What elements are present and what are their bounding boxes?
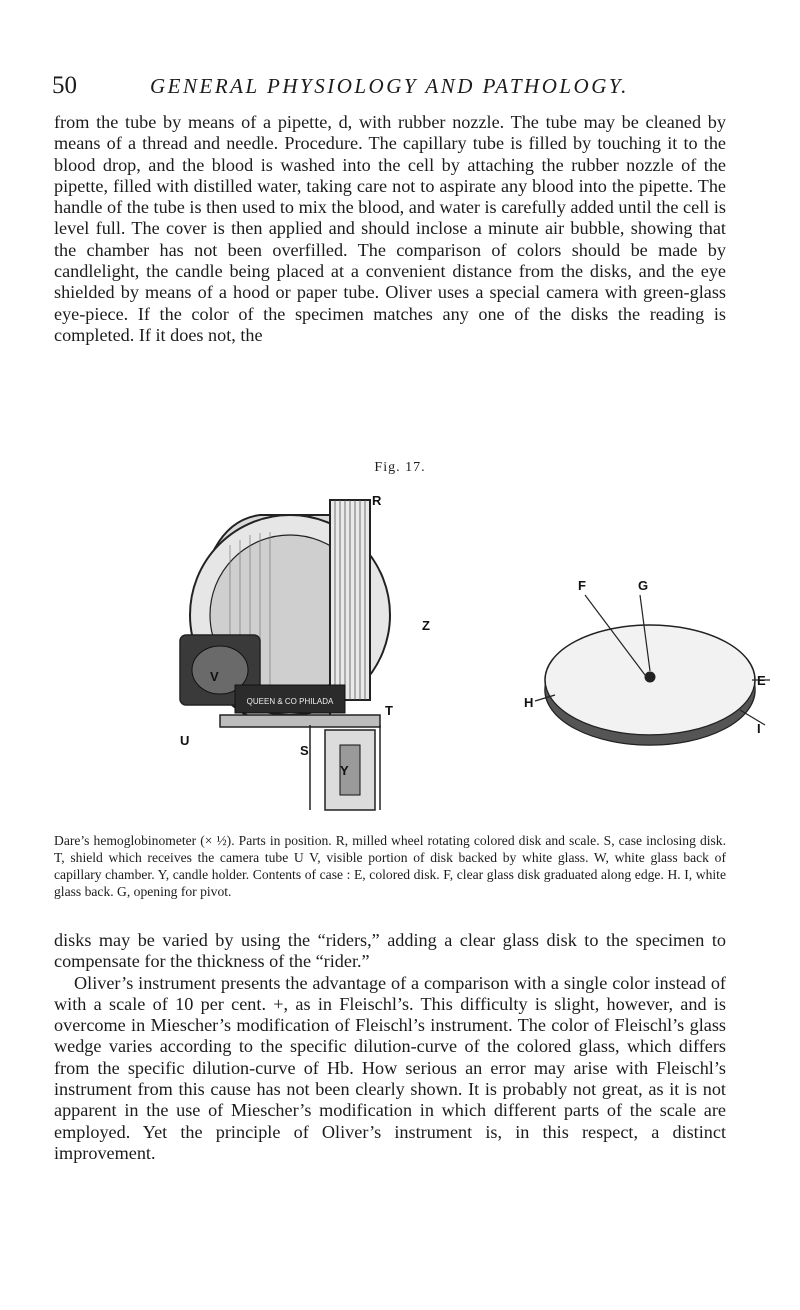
label-y: Y	[340, 763, 349, 778]
figure-hemoglobinometer	[140, 485, 770, 815]
makers-plate-text: QUEEN & CO PHILADA	[246, 697, 334, 706]
caption-intro: Dare’s hemoglobinometer (× ½).	[54, 833, 235, 848]
label-u: U	[180, 733, 190, 748]
label-g: G	[638, 578, 649, 593]
label-r: R	[372, 493, 382, 508]
body-text-top	[54, 112, 726, 346]
page-header	[52, 72, 752, 106]
instrument-case	[180, 500, 390, 810]
running-head: GENERAL PHYSIOLOGY AND PATHOLOGY.	[150, 74, 629, 98]
label-e: E	[757, 673, 766, 688]
label-s: S	[300, 743, 309, 758]
label-i: I	[757, 721, 761, 736]
hemoglobinometer-illustration	[140, 485, 770, 815]
body-text-bottom	[54, 930, 726, 1164]
figure-label: Fig. 17.	[374, 460, 426, 475]
paragraph: from the tube by means of a pipette, d, with rubber nozzle. The tube may be cleaned by means of a thread and needle. Procedure. The capillary tube is filled by touching it to the blood drop, and the blood is washed into the cell by attaching the rubber nozzle of the pipette, filled with distilled water, taking care not to aspirate any blood into the pipette. The handle of the tube is then used to mix the blood, and water is carefully added until the cell is level full. The cover is then applied and should inclose a minute air bubble, showing that the chamber has not been overfilled. The comparison of colors should be made by candlelight, the candle being placed at a convenient distance from the disks, and the eye shielded by means of a hood or paper tube. Oliver uses a special camera with green-glass eye-piece. If the color of the specimen matches any one of the disks the reading is completed. If it does not, the	[54, 112, 726, 345]
page-number: 50	[52, 72, 77, 99]
label-v: V	[210, 669, 219, 684]
label-t: T	[385, 703, 393, 718]
label-z: Z	[422, 618, 430, 633]
label-h: H	[524, 695, 534, 710]
paragraph: Oliver’s instrument presents the advantage of a comparison with a single color instead of with a scale of 10 per cent. +, as in Fleischl’s. This difficulty is slight, however, and is overcome in Miescher’s modification of Fleischl’s instrument. The color of Fleischl’s glass wedge varies according to the specific dilution-curve of the colored glass, which differs from the specific dilution-curve of Hb. How serious an error may arise with Fleischl’s instrument from this cause has not been clearly shown. It is probably not great, as it is not apparent in the use of Miescher’s modification in which different parts of the scale are employed. Yet the principle of Oliver’s instrument is, in this respect, a distinct improvement.	[54, 972, 726, 1163]
disk-contents	[535, 595, 770, 745]
label-f: F	[578, 578, 586, 593]
caption-body: Parts in position. R, milled wheel rotating colored disk and scale. S, case inclosing disk. T, shield which receives the camera tube U V, visible portion of disk backed by white glass. W, white glass back of capillary chamber. Y, candle holder. Contents of case : E, colored disk. F, clear glass disk graduated along edge. H. I, white glass back. G, opening for pivot.	[54, 833, 727, 899]
figure-caption	[54, 832, 726, 900]
paragraph: disks may be varied by using the “riders,” adding a clear glass disk to the specimen to compensate for the thickness of the “rider.”	[54, 930, 726, 972]
